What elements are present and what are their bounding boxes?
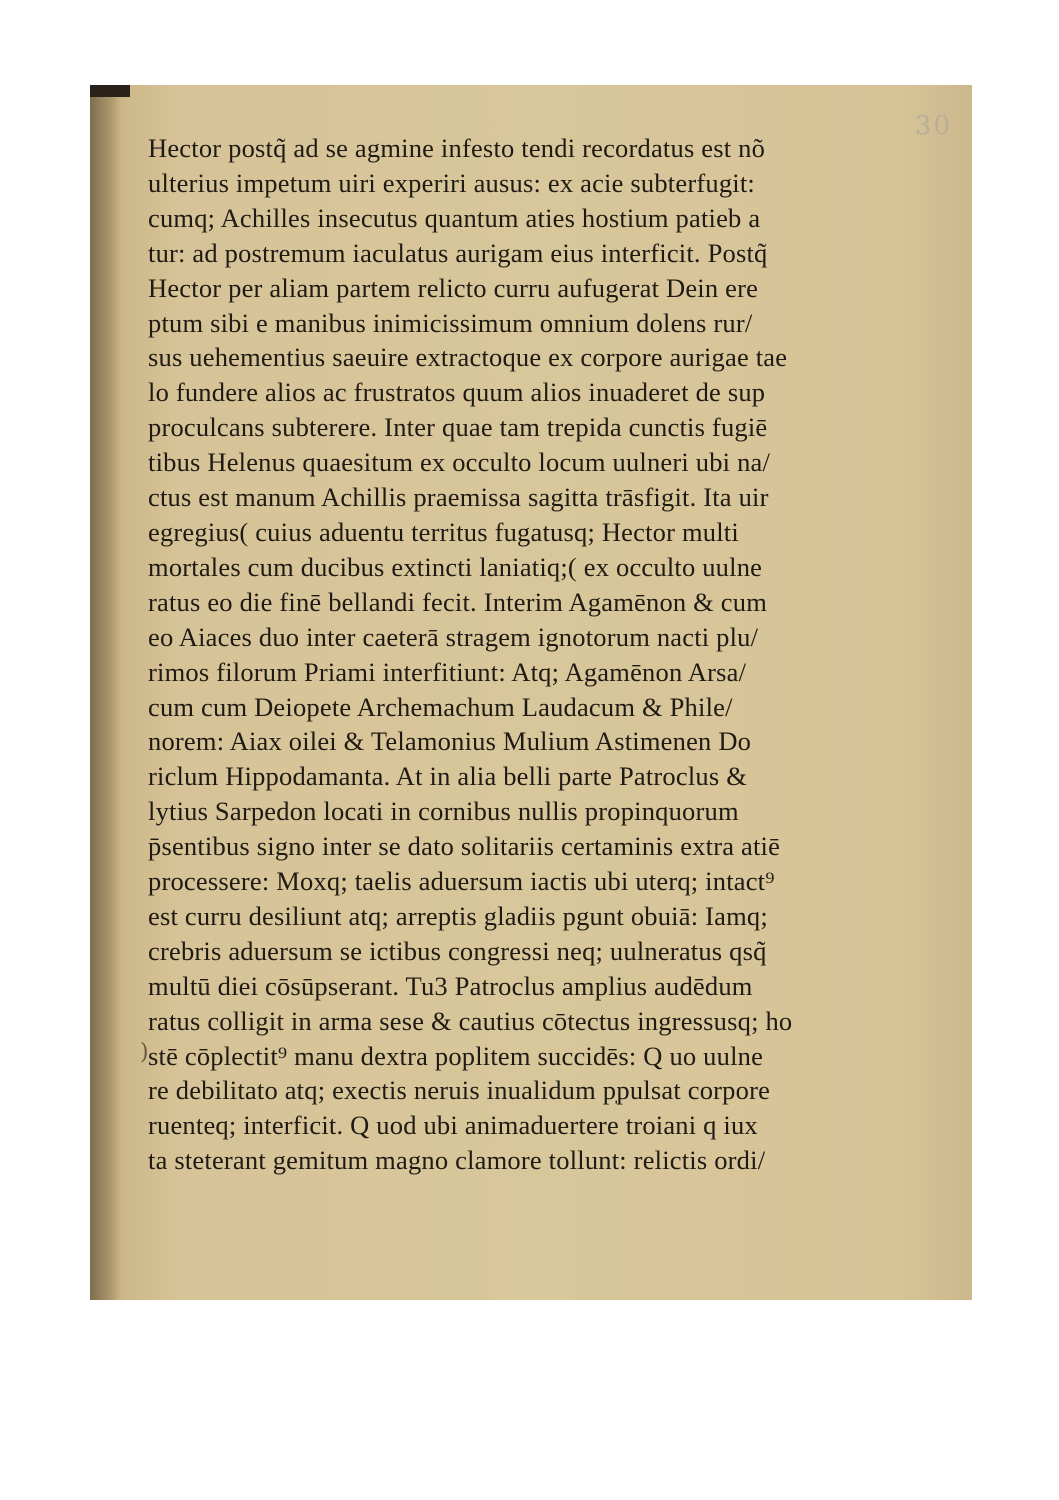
body-text [148,131,868,1178]
text-line: egregius( cuius aduentu territus fugatusq; Hector multi [148,516,739,547]
text-line: proculcans subterere. Inter quae tam trepida cunctis fugiē [148,412,768,443]
text-line: ulterius impetum uiri experiri ausus: ex acie subterfugit: [148,167,755,198]
text-line: re debilitato atq; exectis neruis inualidum pֽpulsat corpore [148,1075,771,1106]
margin-mark: ) [140,1040,149,1065]
text-line: ruenteq; interficit. Q uod ubi animaduertere troiani q iux [148,1110,758,1141]
text-line: Hector postq̃ ad se agmine infesto tendi recordatus est nõ [148,133,766,163]
text-line: norem: Aiax oilei & Telamonius Mulium Astimenen Do [148,726,752,757]
text-line: processere: Moxq; taelis aduersum iactis ubi uterq; intact⁹ [148,866,775,897]
text-line: rimos filorum Priami interfitiunt: Atq; Agamēnon Arsa/ [148,656,747,687]
text-line: Hector per aliam partem relicto curru aufugerat Dein ere [148,272,759,303]
text-line: riclum Hippodamanta. At in alia belli parte Patroclus & [148,761,748,792]
text-line: ta steterant gemitum magno clamore tollunt: relictis ordi/ [148,1145,766,1176]
text-line: tibus Helenus quaesitum ex occulto locum uulneri ubi na/ [148,447,771,478]
scanned-page [90,85,972,1300]
binding-edge [90,85,130,97]
text-line: est curru desiliunt atq; arreptis gladiis pgunt obuiā: Iamq; [148,900,768,931]
page-number: 30 [914,111,952,141]
text-line: eo Aiaces duo inter caeterā stragem ignotorum nacti plu/ [148,621,759,652]
text-line: ctus est manum Achillis praemissa sagitta trāsfigit. Ita uir [148,482,769,513]
text-line: p̄sentibus signo inter se dato solitariis certaminis extra atiē [148,831,781,862]
text-line: lytius Sarpedon locati in cornibus nullis propinquorum [148,796,739,827]
text-line: ptum sibi e manibus inimicissimum omnium dolens rur/ [148,307,753,338]
text-line: crebris aduersum se ictibus congressi neq; uulneratus qsq̃ [148,935,767,966]
text-line: ratus eo die finē bellandi fecit. Interim Agamēnon & cum [148,586,768,617]
text-line: cum cum Deiopete Archemachum Laudacum & Phile/ [148,691,733,722]
text-line: cumq; Achilles insecutus quantum aties hostium patieb a [148,202,761,233]
text-line: stē cōplectit⁹ manu dextra poplitem succidēs: Q uo uulne [148,1040,764,1071]
text-line: lo fundere alios ac frustratos quum alios inuaderet de sup [148,377,766,408]
text-line: mortales cum ducibus extincti laniatiq;( ex occulto uulne [148,551,763,582]
text-line: multū diei cōsūpserant. Tu3 Patroclus amplius audēdum [148,970,753,1001]
text-line: ratus colligit in arma sese & cautius cōtectus ingressusq; ho [148,1005,793,1036]
binding-gutter [90,85,120,1300]
text-line: tur: ad postremum iaculatus aurigam eius interficit. Postq̃ [148,237,768,268]
text-line: sus uehementius saeuire extractoque ex corpore aurigae tae [148,342,788,373]
